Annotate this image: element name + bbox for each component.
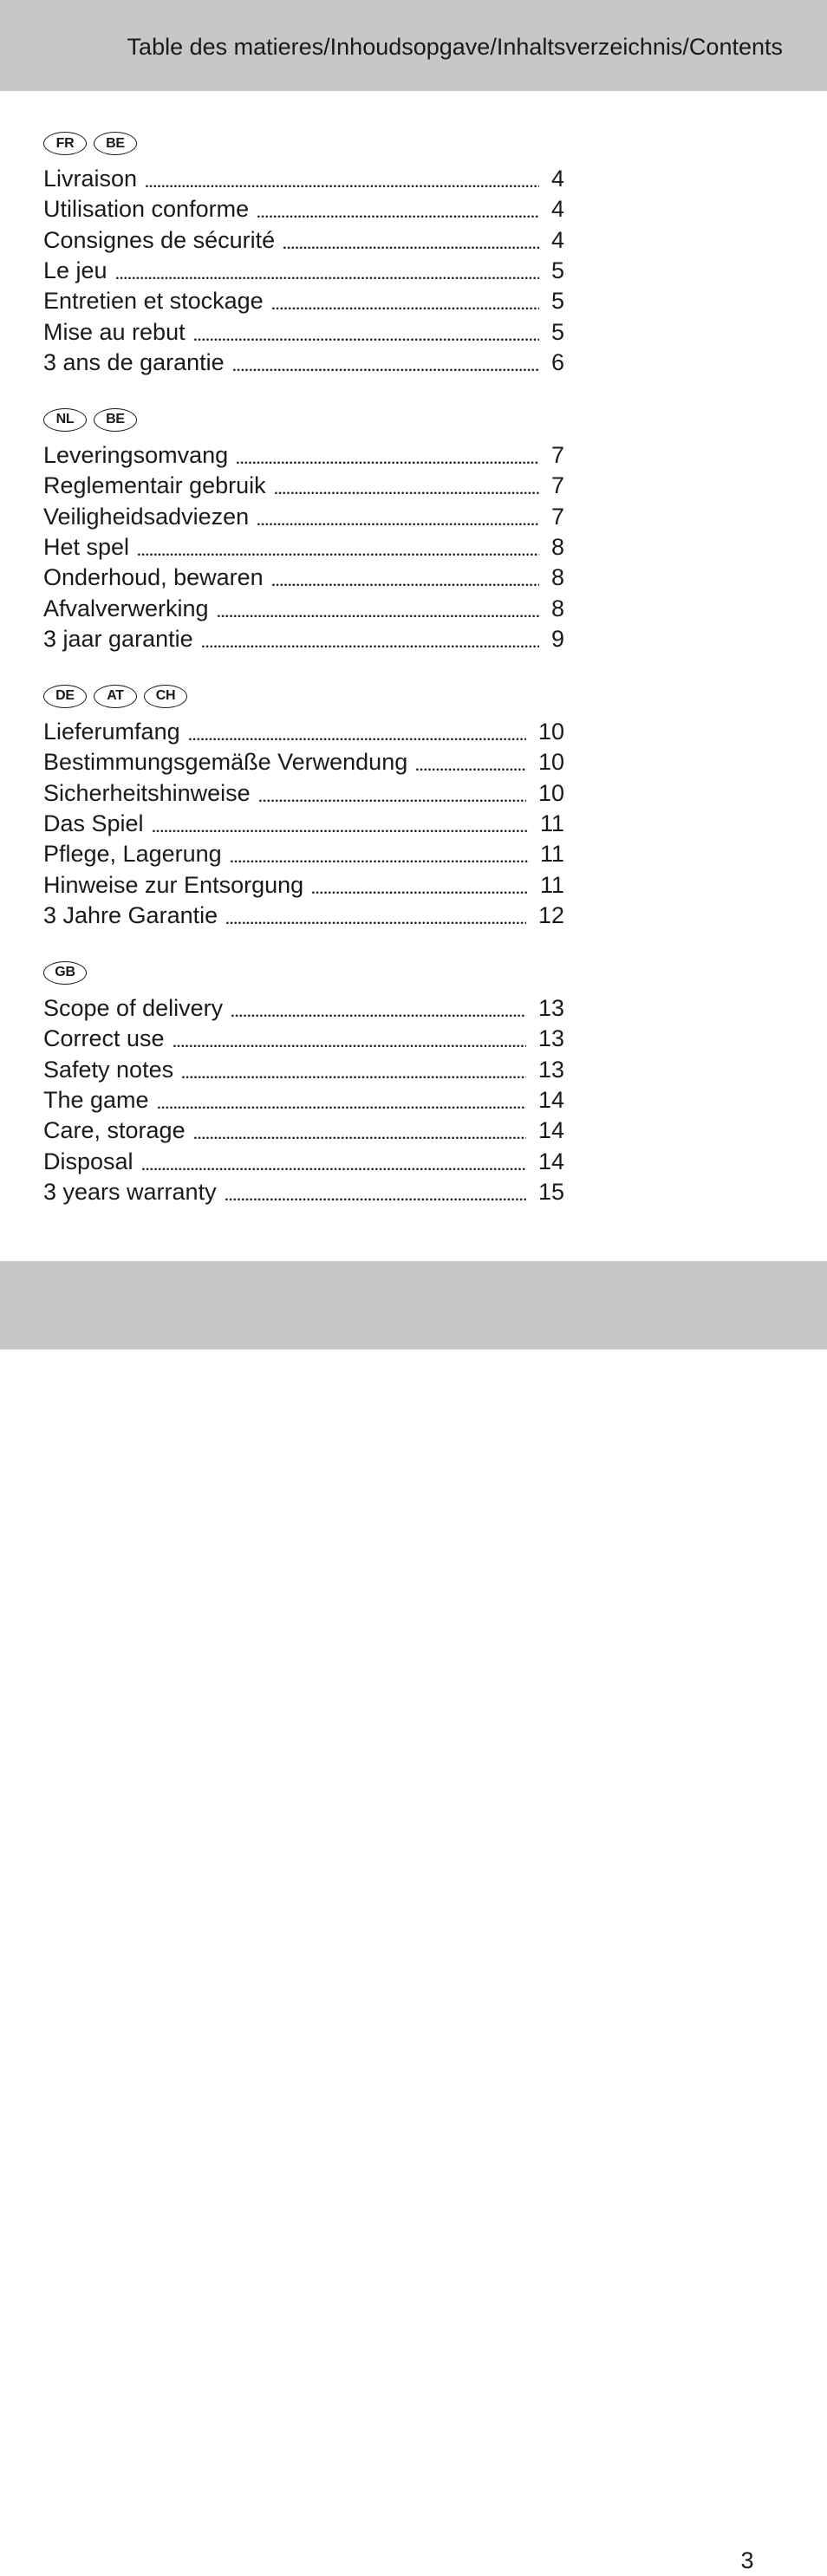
toc-entry <box>43 839 564 869</box>
toc-entry-label: Scope of delivery <box>43 994 224 1021</box>
toc-entry <box>43 194 564 224</box>
toc-entry-label: Care, storage <box>43 1117 186 1144</box>
dot-leader <box>258 778 526 809</box>
toc-entry-page: 4 <box>550 166 564 192</box>
toc-entry-label: Le jeu <box>43 257 107 284</box>
country-badge-nl: NL <box>43 408 87 432</box>
dot-leader <box>145 164 539 194</box>
toc-entry-page: 9 <box>550 626 564 652</box>
toc-entry <box>43 993 564 1024</box>
toc-entry-label: Onderhoud, bewaren <box>43 564 264 591</box>
toc-entry-page: 4 <box>550 226 564 253</box>
dot-leader <box>115 256 539 286</box>
country-badge-at: AT <box>94 685 137 708</box>
toc-entry-page: 14 <box>537 1117 564 1144</box>
header-band <box>0 0 827 91</box>
dot-leader <box>137 532 539 563</box>
toc-entry-label: Leveringsomvang <box>43 441 229 468</box>
toc-entry-label: 3 Jahre Garantie <box>43 901 218 928</box>
country-badge-gb: GB <box>43 961 87 985</box>
toc-entry-label: Veiligheidsadviezen <box>43 503 250 530</box>
toc-entry <box>43 225 564 256</box>
toc-entry <box>43 164 564 194</box>
toc-entry <box>43 317 564 348</box>
country-badge-fr: FR <box>43 132 87 155</box>
toc-entry-label: Mise au rebut <box>43 318 186 345</box>
country-badges <box>43 961 564 985</box>
toc-entry <box>43 348 564 378</box>
toc-entry-page: 10 <box>537 718 564 745</box>
toc-entry-page: 6 <box>550 349 564 376</box>
toc-entry-label: Bestimmungsgemäße Verwendung <box>43 749 408 776</box>
toc-entry <box>43 1085 564 1116</box>
dot-leader <box>231 993 526 1024</box>
dot-leader <box>225 901 526 931</box>
toc-entry-page: 11 <box>539 810 564 836</box>
dot-leader <box>311 870 528 901</box>
toc-entry <box>43 563 564 593</box>
toc-entry-page: 11 <box>539 841 564 868</box>
toc-entry <box>43 502 564 532</box>
dot-leader <box>257 194 539 224</box>
toc-entry-label: 3 ans de garantie <box>43 349 225 376</box>
dot-leader <box>225 1177 526 1207</box>
toc-entry-label: Sicherheitshinweise <box>43 779 251 806</box>
toc-entry-page: 14 <box>537 1086 564 1113</box>
toc-section-fr-be <box>43 132 564 378</box>
toc-entry-page: 11 <box>539 871 564 898</box>
toc-entry-page: 12 <box>537 901 564 928</box>
toc-entry-page: 8 <box>550 533 564 560</box>
toc-entry-page: 10 <box>537 779 564 806</box>
toc-entry-page: 8 <box>550 564 564 591</box>
toc-entry-label: Pflege, Lagerung <box>43 841 222 868</box>
toc-section-de-at-ch <box>43 685 564 931</box>
toc-entry-page: 13 <box>537 1025 564 1052</box>
toc-entry-label: Disposal <box>43 1148 133 1174</box>
toc-entry-page: 4 <box>550 196 564 223</box>
dot-leader <box>230 839 528 869</box>
toc-entry <box>43 1055 564 1085</box>
toc-entry-page: 8 <box>550 595 564 621</box>
page-title: Table des matieres/Inhoudsopgave/Inhaltsverzeichnis/Contents <box>127 34 783 60</box>
dot-leader <box>271 563 539 593</box>
toc-entry-label: Consignes de sécurité <box>43 226 276 253</box>
toc-entry <box>43 624 564 654</box>
dot-leader <box>283 225 539 256</box>
toc-entry-label: Das Spiel <box>43 810 144 836</box>
toc-entry <box>43 440 564 471</box>
toc-entry-label: 3 jaar garantie <box>43 626 193 652</box>
toc-entry <box>43 286 564 316</box>
toc-entry-page: 13 <box>537 1056 564 1083</box>
toc-entry <box>43 870 564 901</box>
page-number: 3 <box>740 2547 754 2573</box>
toc-entry-page: 5 <box>550 318 564 345</box>
toc-entry-label: Livraison <box>43 166 138 192</box>
dot-leader <box>236 440 539 471</box>
dot-leader <box>141 1147 526 1177</box>
toc-entry <box>43 1024 564 1054</box>
toc-entry-label: Afvalverwerking <box>43 595 209 621</box>
toc-entry-page: 10 <box>537 749 564 776</box>
country-badge-be: BE <box>94 408 137 432</box>
toc-entry-label: 3 years warranty <box>43 1178 217 1205</box>
toc-entry <box>43 471 564 501</box>
dot-leader <box>232 348 539 378</box>
table-of-contents <box>43 132 564 1238</box>
toc-entry-page: 5 <box>550 288 564 315</box>
toc-entry-page: 5 <box>550 257 564 284</box>
toc-entry-label: Entretien et stockage <box>43 288 264 315</box>
toc-entry <box>43 717 564 747</box>
toc-entry-label: Lieferumfang <box>43 718 180 745</box>
country-badge-ch: CH <box>144 685 187 708</box>
toc-entry-page: 7 <box>550 472 564 499</box>
toc-entry <box>43 1147 564 1177</box>
dot-leader <box>271 286 539 316</box>
toc-entry-page: 13 <box>537 994 564 1021</box>
toc-entry <box>43 532 564 563</box>
toc-entry <box>43 747 564 777</box>
dot-leader <box>152 809 528 839</box>
country-badge-be: BE <box>94 132 137 155</box>
toc-entry-label: Hinweise zur Entsorgung <box>43 871 304 898</box>
toc-entry-page: 7 <box>550 441 564 468</box>
toc-entry-label: Het spel <box>43 533 130 560</box>
toc-entry <box>43 1116 564 1146</box>
toc-entry-page: 7 <box>550 503 564 530</box>
toc-entry-label: The game <box>43 1086 149 1113</box>
toc-entry <box>43 778 564 809</box>
toc-entry <box>43 594 564 624</box>
dot-leader <box>157 1085 526 1116</box>
dot-leader <box>193 317 539 348</box>
toc-entry <box>43 1177 564 1207</box>
toc-entry-label: Safety notes <box>43 1056 174 1083</box>
dot-leader <box>415 747 526 777</box>
dot-leader <box>257 502 539 532</box>
country-badges <box>43 408 564 432</box>
dot-leader <box>188 717 526 747</box>
dot-leader <box>274 471 539 501</box>
dot-leader <box>193 1116 526 1146</box>
toc-entry-label: Reglementair gebruik <box>43 472 266 499</box>
dot-leader <box>173 1024 526 1054</box>
toc-entry <box>43 901 564 931</box>
toc-section-nl-be <box>43 408 564 654</box>
dot-leader <box>181 1055 526 1085</box>
country-badge-de: DE <box>43 685 87 708</box>
footer-band <box>0 1261 827 2573</box>
toc-section-gb <box>43 961 564 1207</box>
toc-entry-page: 15 <box>537 1178 564 1205</box>
toc-entry <box>43 256 564 286</box>
dot-leader <box>201 624 539 654</box>
country-badges <box>43 132 564 155</box>
toc-entry-label: Utilisation conforme <box>43 196 250 223</box>
country-badges <box>43 685 564 708</box>
toc-entry-label: Correct use <box>43 1025 165 1052</box>
toc-entry-page: 14 <box>537 1148 564 1174</box>
toc-entry <box>43 809 564 839</box>
dot-leader <box>217 594 539 624</box>
